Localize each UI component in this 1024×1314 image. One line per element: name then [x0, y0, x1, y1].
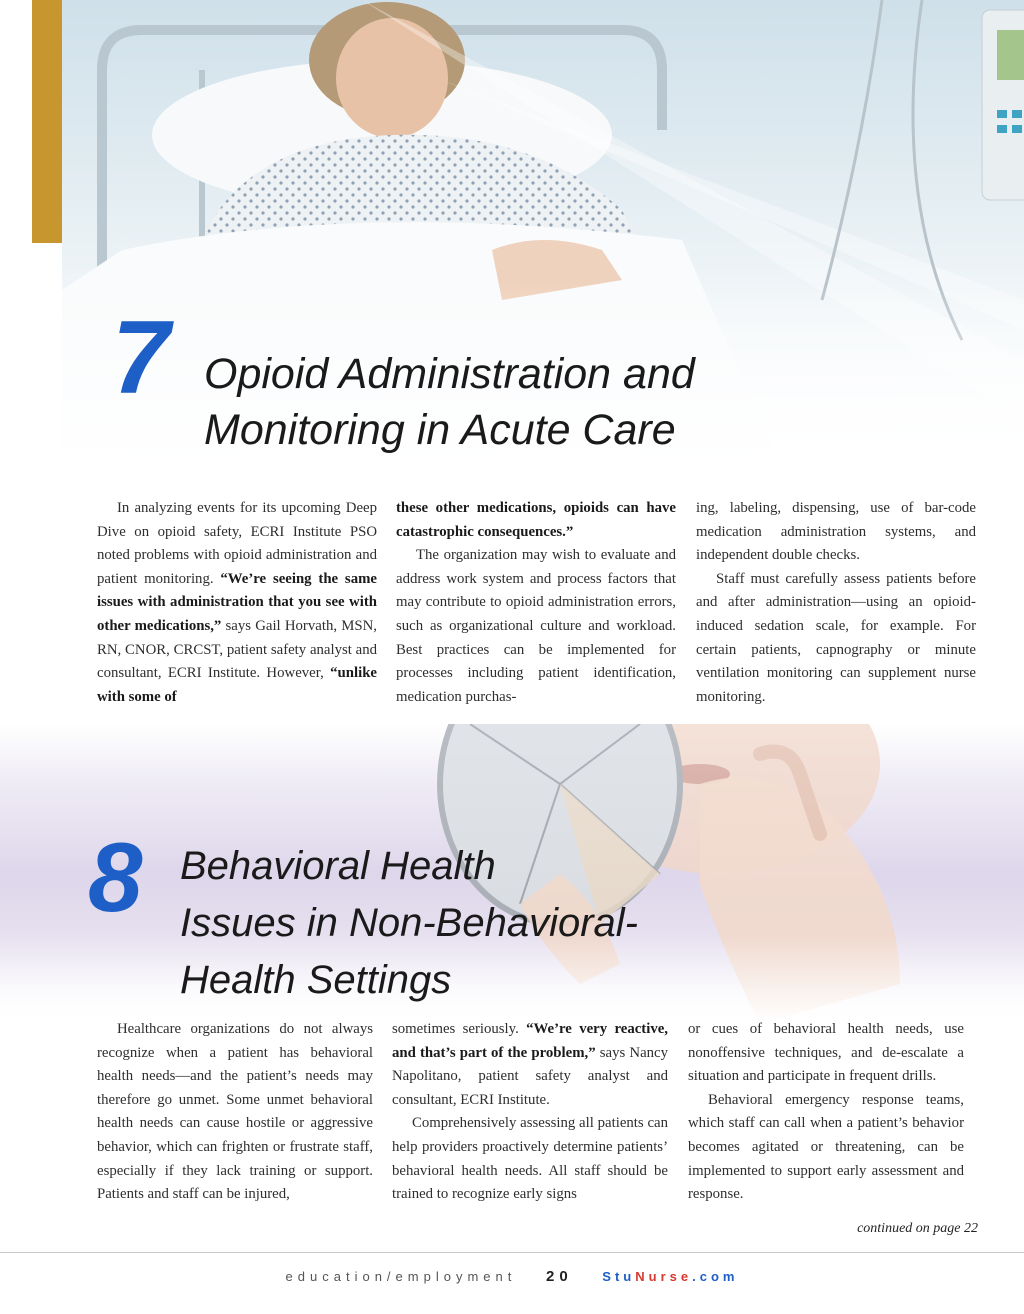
- section-8-title: [180, 838, 638, 1009]
- section-number-7: 7: [112, 300, 170, 416]
- section-7-title-line2: Monitoring in Acute Care: [204, 406, 676, 454]
- section-7-title-line1: Opioid Administration and: [204, 350, 695, 398]
- section-7-column-2: these other medications, opioids can have catastrophic consequences.” The organization may wish to evaluate and address work system and process factors that may contribute to opioid administration errors, such as organizational culture and workload. Best practices can be implemented for processes including patient identification, medication purchas-: [396, 500, 676, 705]
- section-8-title-line2: Issues in Non-Behavioral-: [180, 901, 638, 945]
- section-7-title: [204, 346, 695, 458]
- section-7-column-1: In analyzing events for its upcoming Deep Dive on opioid safety, ECRI Institute PSO noted problems with opioid administration and patient monitoring. “We’re seeing the same issues with administration that you see with other medications,” says Gail Horvath, MSN, RN, CNOR, CRCST, patient safety analyst and consultant, ECRI Institute. However, “unlike with some of: [97, 500, 377, 705]
- footer-site-link[interactable]: StuNurse.com: [602, 1269, 739, 1284]
- continued-note: continued on page 22: [857, 1221, 978, 1236]
- page-footer: [0, 1268, 1024, 1285]
- gold-accent-bar: [32, 0, 62, 243]
- section-7-column-3: ing, labeling, dispensing, use of bar-code medication administration systems, and independent double checks. Staff must carefully assess patients before and after administration—using an opioid-induced sedation scale, for example. For certain patients, capnography or minute ventilation monitoring can supplement nurse monitoring.: [696, 500, 976, 705]
- section-8-column-2: sometimes seriously. “We’re very reactive, and that’s part of the problem,” says Nancy Napolitano, patient safety analyst and consultant, ECRI Institute. Comprehensively assessing all patients can help providers proactively determine patients’ behavioral health needs. All staff should be trained to recognize early signs: [392, 1021, 669, 1203]
- footer-divider: [0, 1252, 1024, 1253]
- section-number-8: 8: [88, 822, 143, 932]
- section-8-title-line3: Health Settings: [180, 958, 452, 1002]
- section-8-column-1: Healthcare organizations do not always recognize when a patient has behavioral health needs—and the patient’s needs may therefore go unmet. Some unmet behavioral health needs can cause hostile or aggressive behavior, which can frighten or frustrate staff, especially if they lack training or support. Patients and staff can be injured,: [97, 1021, 373, 1203]
- section-8-column-3: or cues of behavioral health needs, use nonoffensive techniques, and de-escalate a situation and participate in frequent drills. Behavioral emergency response teams, which staff can call when a patient’s behavior becomes agitated or threatening, can be implemented to support early assessment and response.: [688, 1021, 964, 1203]
- footer-section-label: education/employment: [285, 1269, 517, 1284]
- section-8-title-line1: Behavioral Health: [180, 844, 496, 888]
- page-number: 20: [545, 1268, 573, 1285]
